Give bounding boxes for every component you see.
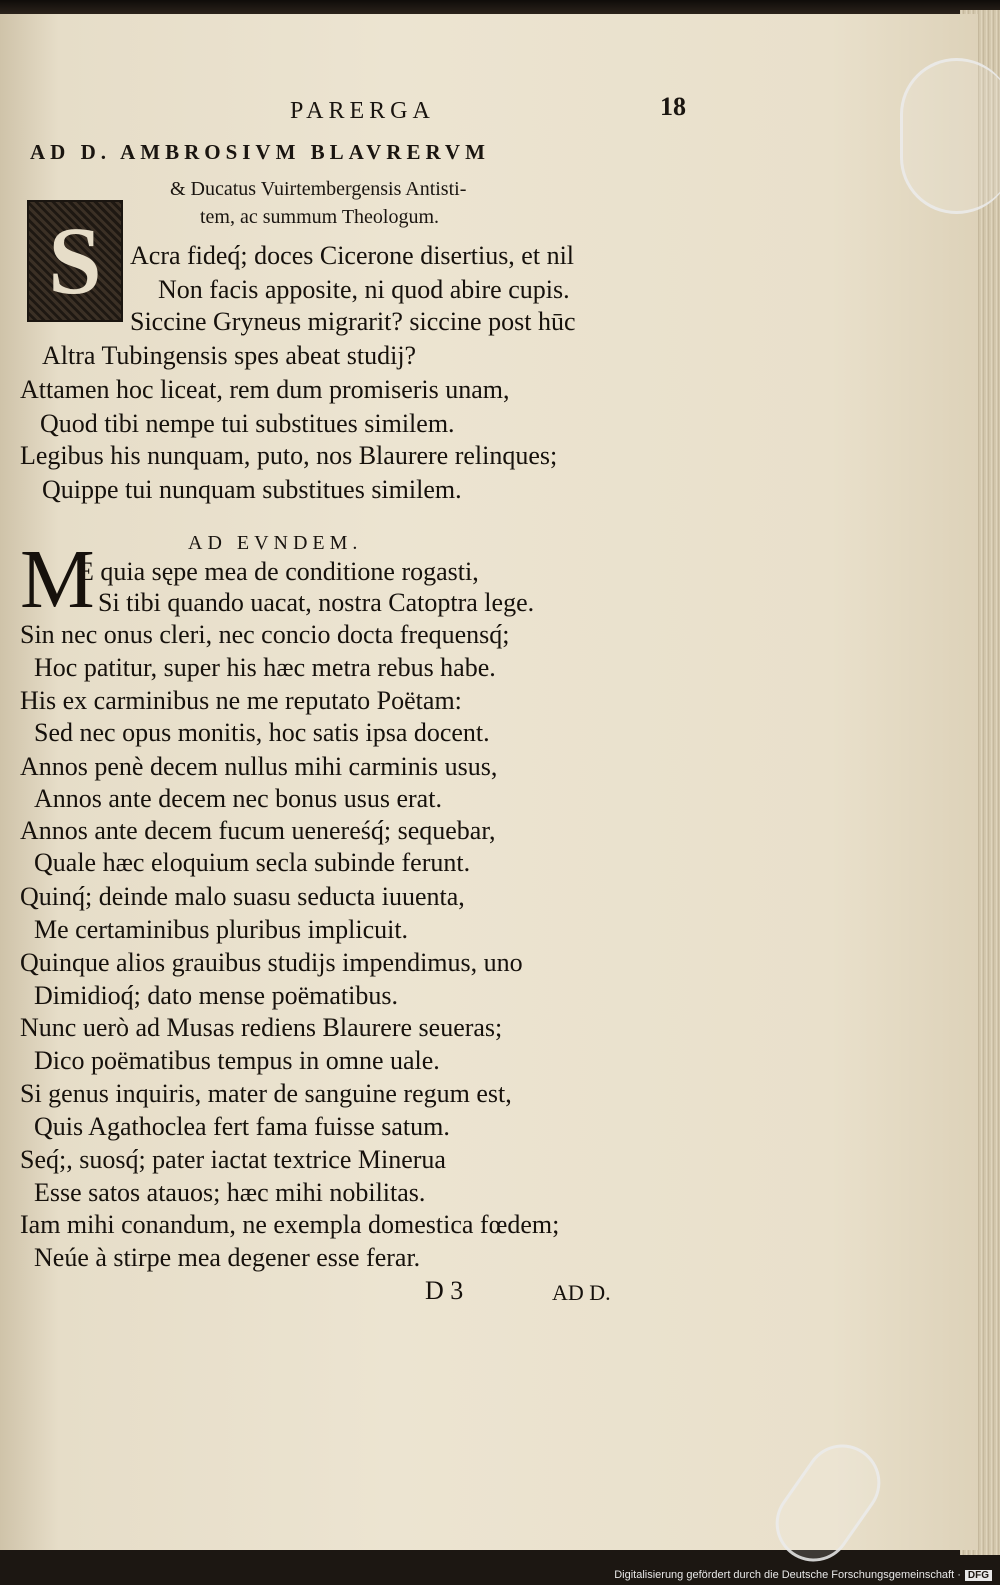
poem2-line: Quale hæc eloquium secla subinde ferunt. [34, 848, 471, 877]
signature-mark: D 3 [425, 1276, 464, 1305]
decorated-initial [27, 200, 123, 322]
digitization-credit [614, 1569, 992, 1581]
poem1-line: Legibus his nunquam, puto, nos Blaurere relinques; [20, 441, 558, 470]
running-title: PARERGA [290, 98, 435, 124]
poem2-line: Nunc uerò ad Musas rediens Blaurere seueras; [20, 1013, 503, 1042]
poem2-line: Quinq́; deinde malo suasu seducta iuuenta, [20, 882, 465, 911]
page-clip-top [900, 58, 1000, 214]
page-number: 18 [660, 92, 686, 121]
poem2-line: Dimidioq́; dato mense poëmatibus. [34, 981, 398, 1010]
decorated-initial-letter: S [48, 207, 102, 314]
poem2-line: Annos penè decem nullus mihi carminis usus, [20, 752, 498, 781]
poem2-line: Quinque alios grauibus studijs impendimus, uno [20, 948, 523, 977]
poem2-line: Sin nec onus cleri, nec concio docta frequensq́; [20, 620, 510, 649]
poem2-line: Seq́;, suosq́; pater iactat textrice Minerua [20, 1145, 446, 1174]
poem1-line: Attamen hoc liceat, rem dum promiseris unam, [20, 375, 510, 404]
poem2-line: Dico poëmatibus tempus in omne uale. [34, 1046, 440, 1075]
poem2-line: Annos ante decem fucum uenereśq́; sequebar, [20, 816, 496, 845]
dfg-logo: DFG [965, 1570, 992, 1581]
poem2-initial: M [20, 533, 95, 626]
poem2-title: AD EVNDEM. [188, 532, 363, 554]
poem2-line: E quia sępe mea de conditione rogasti, [78, 557, 479, 586]
poem1-line: Altra Tubingensis spes abeat studij? [42, 341, 417, 370]
poem2-line: Sed nec opus monitis, hoc satis ipsa docent. [34, 718, 490, 747]
poem2-line: Si tibi quando uacat, nostra Catoptra lege. [98, 588, 535, 617]
poem2-line: Me certaminibus pluribus implicuit. [34, 915, 409, 944]
poem2-line: Annos ante decem nec bonus usus erat. [34, 784, 442, 813]
poem1-title: AD D. AMBROSIVM BLAVRERVM [30, 140, 490, 164]
credit-text: Digitalisierung gefördert durch die Deutsche Forschungsgemeinschaft · [614, 1569, 961, 1581]
poem1-line: Acra fideq́; doces Cicerone disertius, et nil [130, 241, 575, 270]
poem2-line: Si genus inquiris, mater de sanguine regum est, [20, 1079, 512, 1108]
poem1-line: Non facis apposite, ni quod abire cupis. [158, 275, 570, 304]
poem1-title-line2: & Ducatus Vuirtembergensis Antisti- [170, 178, 467, 200]
poem2-line: Hoc patitur, super his hæc metra rebus habe. [34, 653, 496, 682]
poem2-line: Neúe à stirpe mea degener esse ferar. [34, 1243, 421, 1272]
poem2-line: His ex carminibus ne me reputato Poëtam: [20, 686, 462, 715]
catchword: AD D. [552, 1280, 611, 1305]
poem2-line: Quis Agathoclea fert fama fuisse satum. [34, 1112, 450, 1141]
poem1-line: Quippe tui nunquam substitues similem. [42, 475, 462, 504]
poem1-line: Siccine Gryneus migrarit? siccine post hūc [130, 307, 576, 336]
poem1-line: Quod tibi nempe tui substitues similem. [40, 409, 455, 438]
poem2-line: Iam mihi conandum, ne exempla domestica fœdem; [20, 1210, 560, 1239]
poem1-title-line3: tem, ac summum Theologum. [200, 206, 440, 228]
poem2-line: Esse satos atauos; hæc mihi nobilitas. [34, 1178, 426, 1207]
